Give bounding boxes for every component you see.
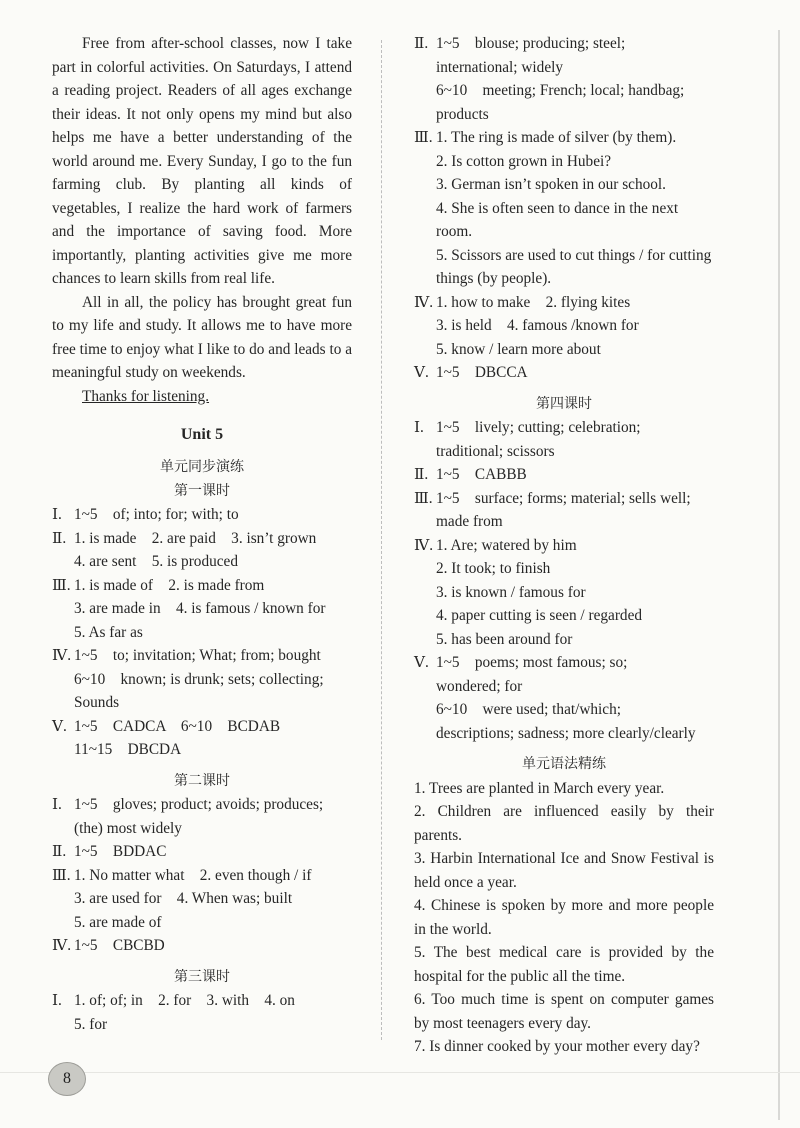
item-numeral: Ⅰ. [52, 992, 62, 1009]
answer-text: 1~5 of; into; for; with; to [74, 506, 239, 523]
item-numeral: Ⅰ. [52, 796, 62, 813]
answer-item [52, 574, 352, 598]
answer-text: 1~5 lively; cutting; celebration; [436, 419, 641, 436]
item-numeral: Ⅳ. [414, 536, 434, 554]
answer-text: 1~5 CADCA 6~10 BCDAB [74, 717, 281, 735]
lesson-3-answers-continued [414, 32, 714, 385]
item-numeral: Ⅱ. [52, 529, 67, 547]
unit-title: Unit 5 [180, 426, 224, 443]
grammar-sentence: 4. Chinese is spoken by more and more people in the world. [414, 897, 714, 938]
section-title: 单元同步演练 [160, 459, 244, 475]
answer-item [52, 793, 352, 817]
answer-line: international; widely [436, 58, 564, 76]
answer-item [414, 361, 714, 385]
answer-item [414, 32, 714, 56]
grammar-sentence: 2. Children are influenced easily by their parents. [414, 803, 714, 844]
column-divider [381, 40, 382, 1040]
answer-line: 2. It took; to finish [436, 560, 551, 577]
answer-line: 5. are made of [74, 913, 162, 931]
left-column [52, 32, 352, 1036]
answer-line: 5. As far as [74, 623, 143, 641]
item-numeral: Ⅱ. [52, 843, 67, 860]
answer-line: made from [436, 513, 503, 530]
answer-item [52, 934, 352, 958]
answer-line: 3. are used for 4. When was; built [74, 890, 293, 907]
footer-rule [0, 1072, 800, 1073]
answer-text: 1~5 blouse; producing; steel; [436, 35, 626, 52]
answer-item [414, 416, 714, 440]
item-numeral: Ⅴ. [414, 654, 429, 671]
item-numeral: Ⅰ. [414, 419, 424, 436]
answer-line: 3. is known / famous for [436, 583, 586, 601]
answer-line: 6~10 meeting; French; local; handbag; [436, 82, 685, 99]
lesson-1-title: 第一课时 [174, 482, 230, 499]
answer-item [52, 644, 352, 668]
answer-line: room. [436, 223, 473, 240]
item-numeral: Ⅱ. [414, 466, 429, 483]
answer-item [414, 534, 714, 558]
item-numeral: Ⅱ. [414, 35, 429, 52]
answer-line: 5. for [74, 1015, 108, 1033]
answer-text: 1~5 surface; forms; material; sells well; [436, 489, 691, 507]
answer-line: 3. German isn’t spoken in our school. [436, 176, 666, 193]
answer-text: 1. The ring is made of silver (by them). [436, 129, 677, 146]
right-column [414, 32, 714, 1059]
grammar-sentence: 3. Harbin International Ice and Snow Festival is held once a year. [414, 850, 714, 891]
lesson-2-answers [52, 793, 352, 958]
answer-item [414, 291, 714, 315]
answer-line: (the) most widely [74, 819, 182, 837]
answer-line: wondered; for [436, 677, 523, 695]
lesson-2-title: 第二课时 [174, 772, 230, 789]
page-number: 8 [48, 1062, 86, 1096]
answer-text: 1~5 gloves; product; avoids; produces; [74, 796, 324, 813]
answer-item [52, 840, 352, 864]
grammar-sentence: 1. Trees are planted in March every year. [414, 779, 665, 797]
item-numeral: Ⅴ. [52, 717, 67, 735]
answer-text: 1~5 BDDAC [74, 843, 167, 860]
answer-line: descriptions; sadness; more clearly/clearly [436, 724, 696, 742]
item-numeral: Ⅲ. [414, 129, 433, 146]
answer-item [52, 503, 352, 527]
grammar-sentence: 6. Too much time is spent on computer games by most teenagers every day. [414, 991, 714, 1032]
answer-text: 1~5 CABBB [436, 466, 527, 483]
answer-item [414, 651, 714, 675]
lesson-3-answers [52, 989, 352, 1036]
answer-item [414, 463, 714, 487]
lesson-4-answers [414, 416, 714, 745]
answer-line: things (by people). [436, 270, 552, 287]
answer-line: 3. is held 4. famous /known for [436, 317, 639, 334]
answer-text: 1~5 poems; most famous; so; [436, 654, 628, 671]
answer-line: traditional; scissors [436, 442, 555, 460]
item-numeral: Ⅲ. [52, 866, 71, 884]
answer-line: 4. are sent 5. is produced [74, 553, 238, 570]
grammar-sentence: 7. Is dinner cooked by your mother every day? [414, 1038, 700, 1055]
answer-item [52, 989, 352, 1013]
item-numeral: Ⅰ. [52, 506, 62, 523]
answer-item [52, 715, 352, 739]
answer-text: 1~5 DBCCA [436, 364, 528, 381]
answer-text: 1. of; of; in 2. for 3. with 4. on [74, 992, 295, 1009]
answer-line: 5. has been around for [436, 630, 573, 648]
answer-line: 6~10 known; is drunk; sets; collecting; [74, 670, 324, 688]
lesson-4-title: 第四课时 [536, 395, 592, 412]
answer-line: products [436, 105, 489, 123]
essay-closing: Thanks for listening. [82, 387, 210, 405]
page-edge [778, 30, 780, 1120]
answer-line: 4. She is often seen to dance in the next [436, 199, 679, 217]
item-numeral: Ⅲ. [52, 576, 71, 594]
item-numeral: Ⅳ. [52, 937, 72, 954]
item-numeral: Ⅲ. [414, 489, 433, 507]
essay-paragraph-1: Free from after-school classes, now I take part in colorful activities. On Saturdays, I attend a reading project. Readers of all ages exchange their ideas. It not only opens my mind but also helps me have a better understanding of the world around me. Every Sunday, I go to the fun farming club. By planting all kinds of vegetables, I realize the hard work of farmers and the importance of saving food. More importantly, planting activities give me more chances to learn skills from real life. [52, 35, 352, 287]
answer-text: 1. Are; watered by him [436, 536, 577, 554]
answer-line: 3. are made in 4. is famous / known for [74, 600, 326, 617]
answer-item [414, 126, 714, 150]
answer-line: 5. Scissors are used to cut things / for cutting [436, 246, 712, 264]
item-numeral: Ⅳ. [414, 293, 434, 311]
answer-line: 4. paper cutting is seen / regarded [436, 607, 643, 624]
answer-text: 1. how to make 2. flying kites [436, 293, 631, 311]
item-numeral: Ⅴ. [414, 364, 429, 381]
answer-text: 1~5 to; invitation; What; from; bought [74, 647, 321, 664]
item-numeral: Ⅳ. [52, 647, 72, 664]
answer-item [52, 527, 352, 551]
grammar-sentence: 5. The best medical care is provided by the hospital for the public all the time. [414, 944, 714, 985]
answer-text: 1. No matter what 2. even though / if [74, 866, 312, 884]
answer-item [52, 864, 352, 888]
lesson-1-answers [52, 503, 352, 762]
answer-text: 1. is made of 2. is made from [74, 576, 265, 594]
answer-text: 1~5 CBCBD [74, 937, 165, 954]
essay-paragraph-2: All in all, the policy has brought great fun to my life and study. It allows me to have more free time to enjoy what I like to do and leads to a meaningful study on weekends. [52, 293, 352, 381]
answer-line: Sounds [74, 694, 120, 711]
lesson-3-title: 第三课时 [174, 968, 230, 985]
answer-text: 1. is made 2. are paid 3. isn’t grown [74, 529, 317, 547]
answer-line: 6~10 were used; that/which; [436, 701, 621, 718]
grammar-title: 单元语法精练 [522, 756, 606, 772]
answer-line: 5. know / learn more about [436, 340, 601, 358]
answer-line: 11~15 DBCDA [74, 741, 182, 758]
answer-item [414, 487, 714, 511]
grammar-answers [414, 777, 714, 1059]
answer-line: 2. Is cotton grown in Hubei? [436, 152, 612, 170]
